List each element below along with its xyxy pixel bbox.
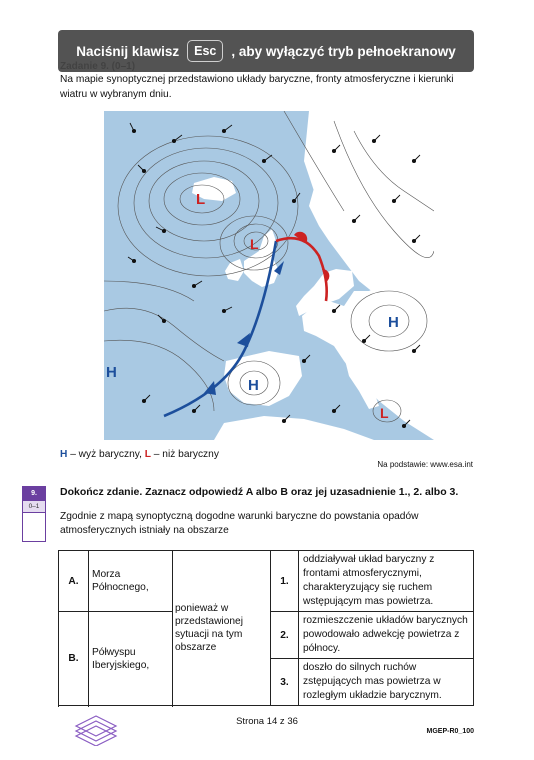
- map-source: Na podstawie: www.esa.int: [377, 460, 473, 469]
- banner-prefix: Naciśnij klawisz: [76, 43, 180, 59]
- answer-connector: ponieważ w przedstawionej sytuacji na tym obszarze: [173, 551, 271, 706]
- legend-low-text: – niż baryczny: [150, 449, 219, 460]
- task-points: 0–1: [23, 501, 45, 513]
- low-label-iceland: L: [196, 191, 206, 208]
- fullscreen-banner: [58, 30, 474, 72]
- question-heading: Dokończ zdanie. Zaznacz odpowiedź A albo B oraz jej uzasadnienie 1., 2. albo 3.: [60, 486, 459, 498]
- option-b-text[interactable]: Półwyspu Iberyjskiego,: [89, 612, 173, 706]
- justification-2-number[interactable]: 2.: [271, 612, 299, 659]
- option-a-letter[interactable]: A.: [59, 551, 89, 612]
- exam-code: MGEP-R0_100: [426, 728, 474, 735]
- high-label-iberia: H: [248, 377, 259, 394]
- low-label-britain: L: [250, 236, 259, 252]
- low-label-mediterranean: L: [380, 405, 389, 421]
- task-points-box: [22, 486, 46, 542]
- legend-high-text: – wyż baryczny,: [67, 449, 145, 460]
- justification-2-text[interactable]: rozmieszczenie układów barycznych powodowało adwekcję powietrza z północy.: [299, 612, 474, 659]
- justification-3-text[interactable]: doszło do silnych ruchów zstępujących mas powietrza w rozległym układzie barycznym.: [299, 659, 474, 706]
- map-legend: [60, 449, 219, 460]
- justification-1-text[interactable]: oddziaływał układ baryczny z frontami atmosferycznymi, charakteryzujący się ruchem wstępującym mas powietrza.: [299, 551, 474, 612]
- option-a-text[interactable]: Morza Północnego,: [89, 551, 173, 612]
- question-text: Zgodnie z mapą synoptyczną dogodne warunki baryczne do powstania opadów atmosferycznych istniały na obszarze: [60, 511, 419, 536]
- task-number: 9.: [23, 487, 45, 501]
- esc-key[interactable]: Esc: [187, 40, 223, 62]
- justification-3-number[interactable]: 3.: [271, 659, 299, 706]
- justification-1-number[interactable]: 1.: [271, 551, 299, 612]
- banner-suffix: , aby wyłączyć tryb pełnoekranowy: [231, 43, 456, 59]
- synoptic-map: [104, 111, 434, 440]
- answer-table: [58, 550, 474, 706]
- legend-high-symbol: H: [60, 449, 68, 460]
- task-intro: Na mapie synoptycznej przedstawiono układy baryczne, fronty atmosferyczne i kierunki wiatru w wybranym dniu.: [60, 74, 454, 100]
- high-label-russia: H: [388, 314, 399, 331]
- legend-low-symbol: L: [144, 449, 151, 460]
- page-number: Strona 14 z 36: [236, 716, 298, 727]
- option-b-letter[interactable]: B.: [59, 612, 89, 706]
- high-label-atlantic: H: [106, 364, 117, 381]
